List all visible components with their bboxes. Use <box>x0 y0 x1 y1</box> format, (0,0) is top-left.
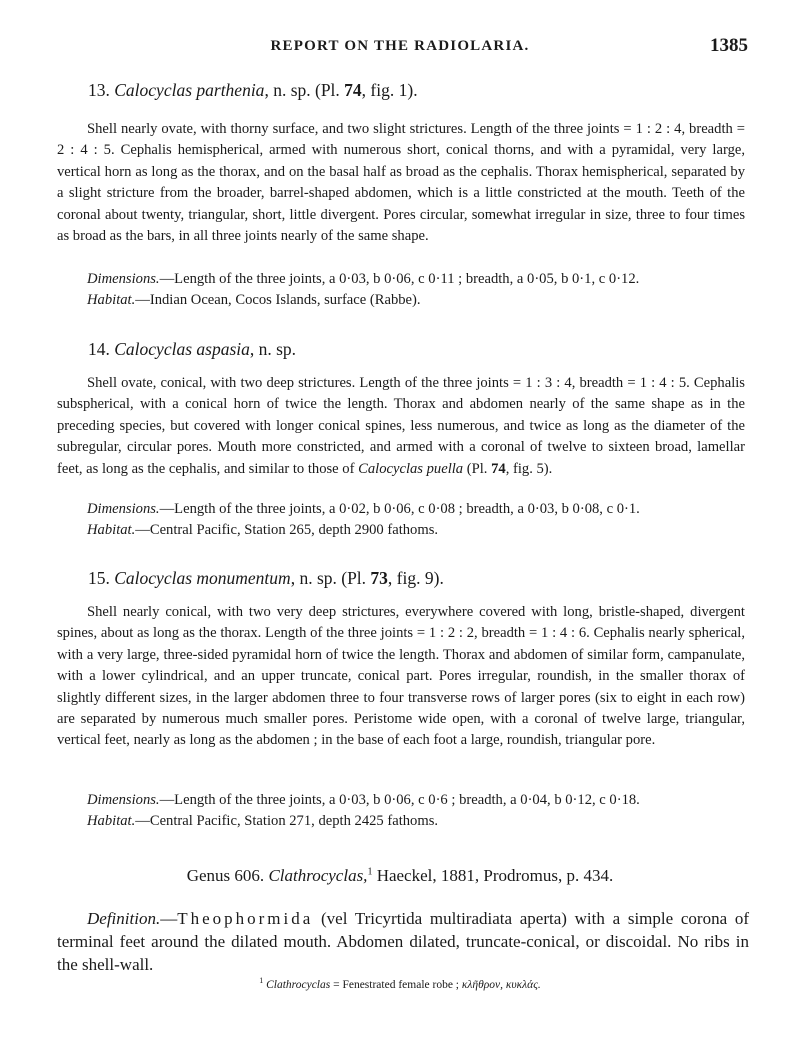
species-description-13: Shell nearly ovate, with thorny surface, and two slight strictures. Length of the three joints = 1 : 2 : 4, breadth = 2 : 4 : 5. Cephalis hemispherical, armed with numerous short, conical thorns, and with a pyramidal, very large, vertical horn as long as the thorax, and on the basal half as broad as the cephalis. Thorax hemispherical, separated by a slight stricture from the broader, barrel-shaped abdomen, which is a little constricted at the mouth. Teeth of the coronal about twenty, triangular, short, little divergent. Pores circular, somewhat irregular in size, three to four times as broad as the bars, in all three joints nearly of the same shape. <box>57 121 745 245</box>
species-name: Calocyclas aspasia <box>114 339 250 359</box>
genus-heading: Genus 606. Clathrocyclas,$^1$ Haeckel, 1881, Prodromus, p. 434. <box>186 866 614 885</box>
species-heading-13: 13. Calocyclas parthenia, n. sp. (Pl. 74, fig. 1). <box>88 80 418 100</box>
species-description-14: Shell ovate, conical, with two deep strictures. Length of the three joints = 1 : 3 : 4, breadth = 1 : 4 : 5. Cephalis subspherical, with a conical horn of twice the length. Thorax and abdomen nearly of the same shape as in the preceding species, but covered with longer conical spines, less numerous, and twice as long as the diameter of the subregular, circular pores. Mouth more constricted, and armed with a coronal of twelve to sixteen broad, lamellar feet, as long as the cephalis, and similar to those of Calocyclas puella (Pl. 74, fig. 5). <box>57 375 745 477</box>
footnote: $^1$ Clathrocyclas = Fenestrated female robe ; κλῆθρον, κυκλάς. <box>259 976 541 991</box>
habitat-14: Habitat.—Central Pacific, Station 265, depth 2900 fathoms. <box>87 522 439 538</box>
plate-number: 73 <box>370 568 388 588</box>
species-name: Calocyclas parthenia <box>114 80 265 100</box>
footnote-ref: 1 <box>367 866 373 878</box>
dimensions-13: Dimensions.—Length of the three joints, a 0·03, b 0·06, c 0·11 ; breadth, a 0·05, b 0·1, c 0·12. <box>87 271 640 287</box>
species-heading-15: 15. Calocyclas monumentum, n. sp. (Pl. 73, fig. 9). <box>88 568 444 588</box>
page-number: 1385 <box>710 35 748 56</box>
plate-number: 74 <box>344 80 362 100</box>
definition: Definition.—Theophormida (vel Tricyrtida multiradiata aperta) with a simple corona of terminal feet around the dilated mouth. Abdomen dilated, truncate-conical, or discoidal. No ribs in the shell-wall. <box>57 909 749 974</box>
habitat-13: Habitat.—Indian Ocean, Cocos Islands, surface (Rabbe). <box>87 292 421 308</box>
species-heading-14: 14. Calocyclas aspasia, n. sp. <box>88 339 297 359</box>
dimensions-15: Dimensions.—Length of the three joints, a 0·03, b 0·06, c 0·6 ; breadth, a 0·04, b 0·12, c 0·18. <box>87 792 640 808</box>
species-description-15: Shell nearly conical, with two very deep strictures, everywhere covered with long, bristle-shaped, divergent spines, about as long as the thorax. Length of the three joints = 1 : 2 : 2, breadth = 1 : 4 : 6. Cephalis nearly spherical, with a very large, three-sided pyramidal horn of twice the length. Thorax and abdomen of similar form, campanulate, with a lower cylindrical, and an upper truncate, conical part. Pores irregular, roundish, in the smaller thorax of slightly different sizes, in the larger abdomen three to four transverse rows of larger pores (six to eight in each row) are separated by numerous much smaller pores. Peristome wide open, with a coronal of twelve large, triangular, vertical feet, nearly as long as the abdomen ; in the base of each foot a large, roundish, triangular pore. <box>57 604 745 749</box>
running-header <box>0 35 800 60</box>
family-name: Theophormida <box>177 909 314 928</box>
running-title: REPORT ON THE RADIOLARIA. <box>270 38 530 54</box>
greek-etymology: κλῆθρον, κυκλάς. <box>461 978 541 991</box>
definition-label: Definition. <box>87 909 161 928</box>
species-name: Calocyclas monumentum <box>114 568 291 588</box>
genus-name: Clathrocyclas, <box>268 866 368 885</box>
dimensions-14: Dimensions.—Length of the three joints, a 0·02, b 0·06, c 0·08 ; breadth, a 0·03, b 0·08, c 0·1. <box>87 501 640 517</box>
habitat-15: Habitat.—Central Pacific, Station 271, depth 2425 fathoms. <box>87 813 439 829</box>
